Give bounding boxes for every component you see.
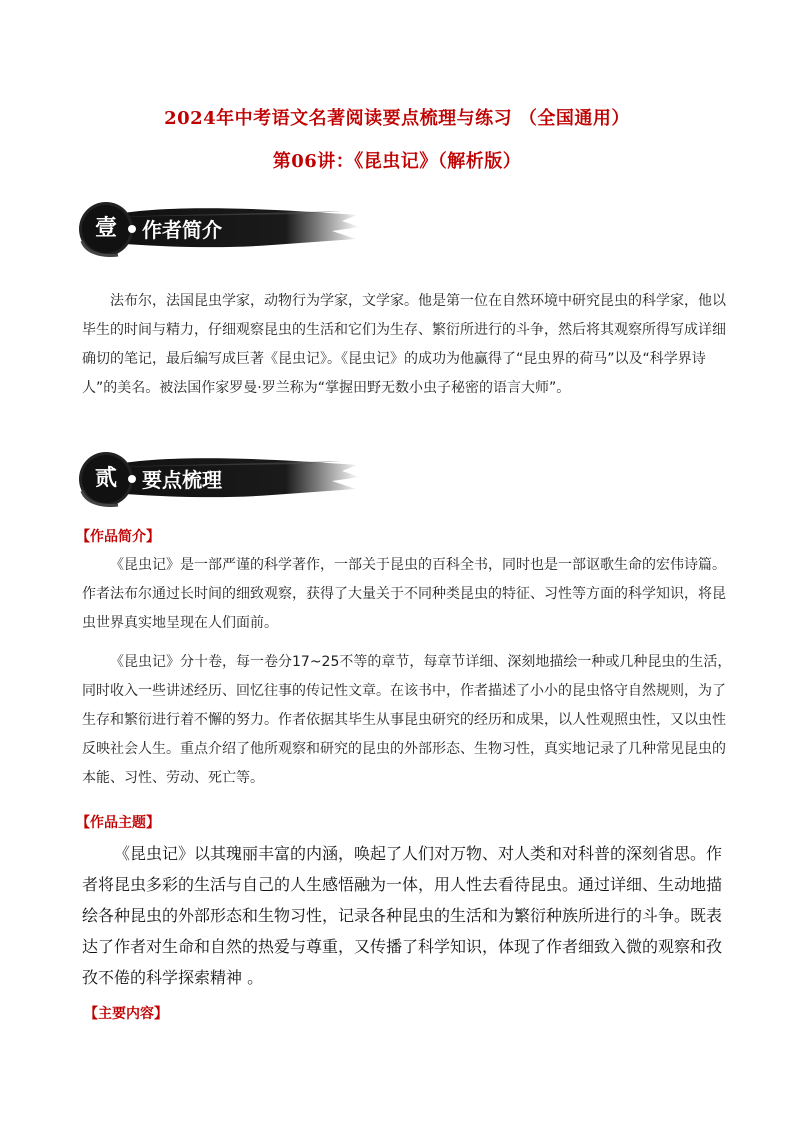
document-title: 2024年中考语文名著阅读要点梳理与练习 （全国通用） bbox=[164, 108, 630, 129]
lesson-subtitle: 第06讲：《昆虫记》（解析版） bbox=[272, 151, 522, 172]
work-theme-paragraph: 《昆虫记》以其瑰丽丰富的内涵，唤起了人们对万物、对人类和对科普的深刻省思。作者将昆虫多彩的生活与自己的人生感悟融为一体，用人性去看待昆虫。通过详细、生动地描绘各种昆虫的外部形态和生物习性，记录各种昆虫的生活和为繁衍种族所进行的斗争。既表达了作者对生命和自然的热爱与尊重，又传播了科学知识，体现了作者细致入微的观察和孜孜不倦的科学探索精神 。 bbox=[82, 844, 723, 987]
work-intro-heading: 【作品简介】 bbox=[76, 529, 160, 545]
bullet-dot-icon bbox=[128, 225, 136, 233]
work-intro-paragraph-1: 《昆虫记》是一部严谨的科学著作，一部关于昆虫的百科全书，同时也是一部讴歌生命的宏伟诗篇。作者法布尔通过长时间的细致观察，获得了大量关于不同种类昆虫的特征、习性等方面的科学知识，将昆虫世界真实地呈现在人们面前。 bbox=[82, 557, 726, 631]
bullet-dot-icon bbox=[128, 475, 136, 483]
main-content-heading: 【主要内容】 bbox=[84, 1006, 168, 1022]
work-theme-heading: 【作品主题】 bbox=[76, 815, 160, 831]
author-intro-paragraph: 法布尔，法国昆虫学家，动物行为学家，文学家。他是第一位在自然环境中研究昆虫的科学家，他以毕生的时间与精力，仔细观察昆虫的生活和它们为生存、繁衍所进行的斗争，然后将其观察所得写成详细确切的笔记，最后编写成巨著《昆虫记》。《昆虫记》的成功为他赢得了“昆虫界的荷马”以及“科学界诗人”的美名。被法国作家罗曼·罗兰称为“掌握田野无数小虫子秘密的语言大师”。 bbox=[82, 293, 726, 396]
section-label: 要点梳理 bbox=[142, 468, 222, 492]
section-label: 作者简介 bbox=[142, 218, 222, 242]
section-banner-author bbox=[72, 201, 362, 257]
work-intro-paragraph-2: 《昆虫记》分十卷，每一卷分17~25不等的章节，每章节详细、深刻地描绘一种或几种昆虫的生活，同时收入一些讲述经历、回忆往事的传记性文章。在该书中，作者描述了小小的昆虫恪守自然规则，为了生存和繁衍进行着不懈的努力。作者依据其毕生从事昆虫研究的经历和成果，以人性观照虫性，又以虫性反映社会人生。重点介绍了他所观察和研究的昆虫的外部形态、生物习性，真实地记录了几种常见昆虫的本能、习性、劳动、死亡等。 bbox=[82, 654, 732, 786]
section-number: 壹 bbox=[94, 215, 117, 241]
section-banner-key-points bbox=[72, 451, 362, 507]
section-number: 贰 bbox=[94, 465, 117, 491]
